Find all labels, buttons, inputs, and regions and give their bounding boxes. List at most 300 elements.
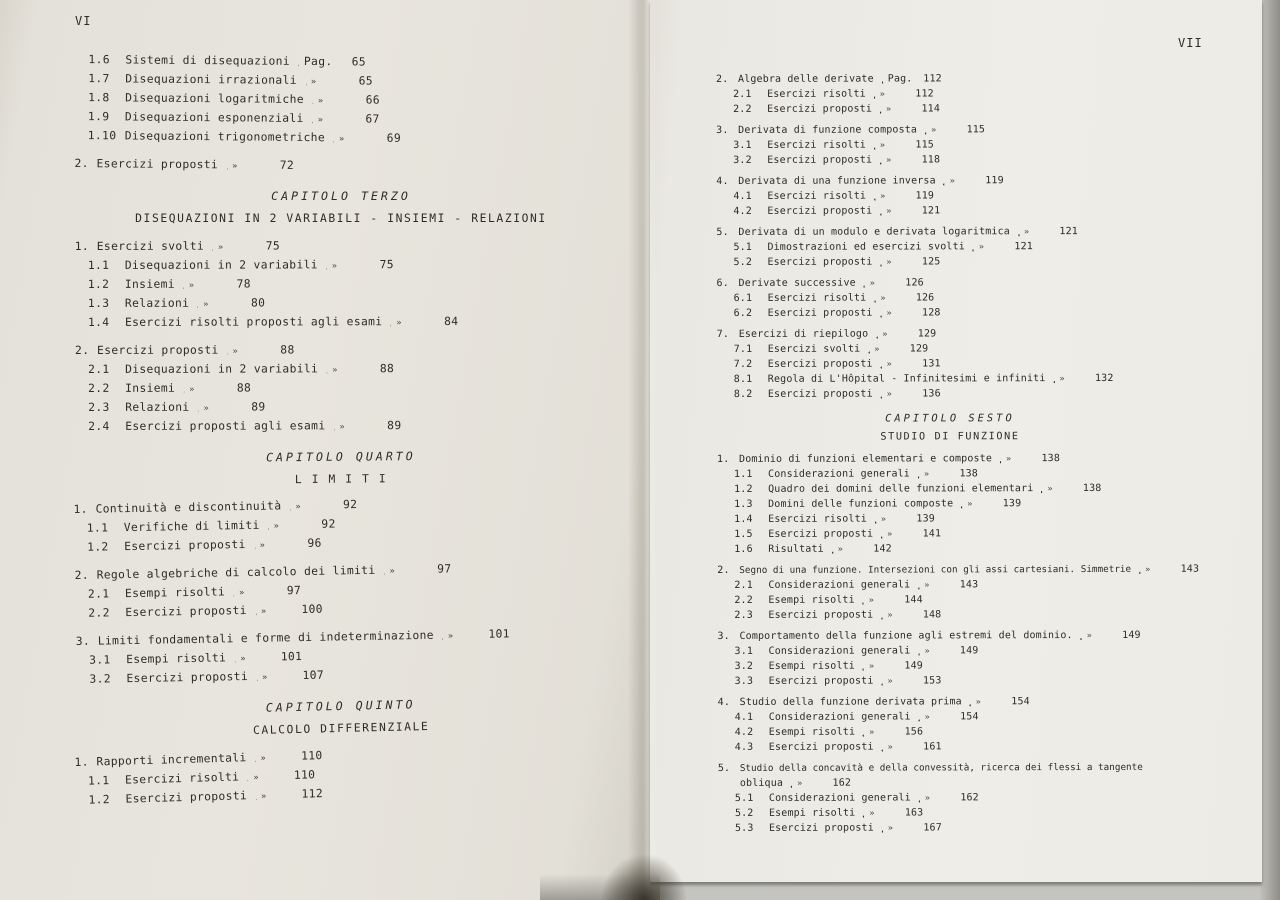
page-ref-mark: » bbox=[1006, 454, 1012, 465]
entry-number: 2. bbox=[75, 343, 90, 357]
toc-group bbox=[75, 340, 607, 436]
page-ref-mark: » bbox=[396, 318, 402, 329]
entry-number: 2. bbox=[74, 568, 90, 583]
entry-label: Esercizi proposti bbox=[767, 388, 873, 400]
toc-group bbox=[718, 694, 1184, 755]
toc-entry bbox=[75, 312, 607, 332]
page-ref-mark: » bbox=[886, 206, 892, 217]
dot-leader bbox=[877, 107, 881, 117]
chapter-heading bbox=[75, 447, 607, 488]
entry-number: 1.8 bbox=[88, 91, 110, 105]
entry-number: 3.2 bbox=[734, 660, 754, 672]
chapter-subtitle: STUDIO DI FUNZIONE bbox=[880, 431, 1020, 443]
page-number-value: 136 bbox=[922, 388, 941, 400]
dot-leader bbox=[252, 793, 256, 805]
entry-number: 1. bbox=[74, 755, 89, 770]
toc-entry bbox=[74, 154, 606, 178]
page-number-value: 88 bbox=[379, 362, 395, 376]
entry-label: Dominio di funzioni elementari e composte bbox=[739, 453, 993, 465]
entry-number: 1.6 bbox=[88, 53, 110, 67]
page-ref-mark: » bbox=[924, 580, 930, 591]
toc-group bbox=[717, 628, 1183, 689]
toc-group bbox=[717, 326, 1183, 402]
dot-leader bbox=[302, 78, 306, 90]
toc-entry bbox=[717, 341, 1183, 357]
dot-leader bbox=[871, 194, 875, 204]
page-number-value: 156 bbox=[904, 726, 924, 738]
page-number-value: 96 bbox=[307, 536, 322, 550]
toc-block bbox=[717, 451, 1200, 836]
entry-number: 1.4 bbox=[87, 315, 110, 329]
page-ref-mark: Pag. bbox=[303, 54, 333, 69]
page-ref-mark: » bbox=[885, 104, 892, 115]
entry-number: 1.3 bbox=[87, 296, 110, 310]
dot-leader bbox=[997, 456, 1001, 466]
dot-leader bbox=[878, 532, 882, 542]
entry-label: Continuità e discontinuità bbox=[95, 499, 282, 516]
page-number-value: 131 bbox=[922, 358, 941, 370]
dot-leader bbox=[439, 633, 443, 645]
page-ref-mark: » bbox=[317, 115, 324, 126]
page-number-value: 128 bbox=[922, 307, 941, 319]
entry-label: Considerazioni generali bbox=[768, 579, 911, 591]
toc-entry bbox=[718, 805, 1184, 821]
entry-number: 8.1 bbox=[733, 373, 753, 385]
page-number-value: 97 bbox=[437, 562, 452, 576]
chapter-title: CAPITOLO QUINTO bbox=[265, 697, 416, 715]
page-number-value: 80 bbox=[250, 296, 266, 310]
toc-entry bbox=[75, 255, 607, 275]
entry-label: Esercizi proposti bbox=[768, 609, 874, 621]
entry-number: 1.10 bbox=[87, 129, 117, 143]
entry-label: Esempi risolti bbox=[124, 585, 226, 601]
dot-leader bbox=[330, 135, 334, 147]
entry-number: 6. bbox=[716, 277, 729, 289]
entry-label: Risultati bbox=[768, 543, 824, 555]
toc-group bbox=[716, 173, 1182, 219]
dot-leader bbox=[872, 517, 876, 527]
entry-number: 4.1 bbox=[734, 711, 754, 723]
entry-number: 5. bbox=[717, 762, 731, 774]
entry-label: Esercizi risolti bbox=[767, 88, 866, 100]
entry-number: 5.1 bbox=[734, 792, 754, 804]
entry-number: 5.2 bbox=[734, 807, 754, 819]
page-stack-edge bbox=[1260, 0, 1280, 900]
page-ref-mark: » bbox=[338, 134, 345, 145]
toc-entry bbox=[716, 86, 1182, 102]
entry-label: Esercizi proposti bbox=[768, 528, 874, 540]
page-ref-mark: » bbox=[447, 631, 454, 642]
dot-leader bbox=[253, 674, 257, 686]
entry-label: Rapporti incrementali bbox=[96, 751, 247, 769]
entry-number: 2.2 bbox=[88, 381, 110, 395]
entry-label: Esercizi risolti bbox=[767, 139, 866, 151]
page-number-value: 65 bbox=[358, 74, 373, 88]
page-ref-mark: » bbox=[1086, 631, 1092, 642]
toc-group bbox=[716, 122, 1182, 168]
toc-entry bbox=[716, 203, 1182, 219]
page-number-left: VI bbox=[75, 14, 92, 28]
dot-leader bbox=[788, 781, 792, 791]
entry-label: Esercizi proposti bbox=[125, 789, 248, 806]
entry-label: Insiemi bbox=[124, 277, 175, 291]
toc-entry-continuation bbox=[718, 775, 1184, 791]
toc-entry bbox=[75, 416, 607, 436]
toc-block bbox=[74, 50, 607, 178]
toc-group bbox=[717, 451, 1183, 557]
page-ref-mark: » bbox=[203, 299, 209, 310]
dot-leader bbox=[967, 699, 971, 709]
page-ref-mark: » bbox=[886, 308, 892, 319]
toc-entry bbox=[717, 541, 1183, 557]
page-number-value: 88 bbox=[236, 381, 252, 395]
page-ref-mark: » bbox=[882, 329, 888, 340]
page-ref-mark: » bbox=[188, 280, 195, 291]
page-ref-mark: » bbox=[868, 595, 875, 606]
entry-label: Considerazioni generali bbox=[768, 645, 911, 657]
dot-leader bbox=[1038, 486, 1042, 496]
page-ref-mark: » bbox=[975, 697, 982, 708]
page-ref-mark: » bbox=[189, 384, 195, 395]
entry-number: 4.1 bbox=[733, 190, 752, 202]
dot-leader bbox=[860, 811, 864, 821]
page-ref-mark: » bbox=[924, 793, 931, 804]
dot-leader bbox=[231, 655, 235, 667]
page-number-value: 126 bbox=[905, 277, 924, 289]
entry-number: 4. bbox=[716, 175, 729, 187]
dot-leader bbox=[873, 332, 877, 342]
page-number-value: 110 bbox=[293, 768, 316, 782]
entry-label: Disequazioni in 2 variabili bbox=[125, 362, 319, 376]
dot-leader bbox=[829, 547, 833, 557]
toc-entry bbox=[717, 526, 1183, 542]
page-number-value: 107 bbox=[302, 668, 325, 683]
page-number-value: 153 bbox=[922, 675, 942, 687]
toc-entry bbox=[718, 658, 1184, 674]
toc-entry bbox=[717, 511, 1183, 527]
page-ref-mark: » bbox=[260, 606, 267, 617]
entry-number: 1.2 bbox=[88, 793, 111, 807]
entry-label: Esempi risolti bbox=[768, 726, 856, 738]
dot-leader bbox=[879, 745, 883, 755]
dot-leader bbox=[916, 795, 920, 805]
entry-label: Esempi risolti bbox=[768, 807, 856, 819]
page-ref-mark: » bbox=[797, 778, 803, 789]
page-number-value: 149 bbox=[959, 645, 979, 657]
entry-label: Disequazioni in 2 variabili bbox=[124, 258, 318, 272]
page-number-value: 115 bbox=[915, 139, 934, 151]
dot-leader bbox=[194, 301, 198, 313]
dot-leader bbox=[295, 59, 299, 71]
page-ref-mark: » bbox=[886, 389, 893, 400]
chapter-heading bbox=[75, 693, 608, 741]
chapter-title: CAPITOLO QUARTO bbox=[265, 449, 416, 465]
page-ref-mark: » bbox=[887, 676, 893, 687]
toc-group bbox=[76, 623, 609, 689]
toc-entry bbox=[717, 290, 1183, 306]
entry-number: 7. bbox=[716, 328, 730, 340]
entry-label: Disequazioni irrazionali bbox=[125, 72, 297, 87]
entry-number: 1.2 bbox=[87, 540, 109, 554]
toc-entry bbox=[717, 356, 1183, 372]
page-ref-mark: » bbox=[887, 823, 894, 834]
page-ref-mark: » bbox=[1059, 374, 1065, 385]
entry-number: 7.1 bbox=[733, 343, 753, 355]
dot-leader bbox=[209, 244, 213, 256]
dot-leader bbox=[877, 260, 881, 270]
entry-number: 2. bbox=[717, 564, 730, 576]
page-number-value: 132 bbox=[1094, 372, 1114, 385]
dot-leader bbox=[879, 826, 883, 836]
dot-leader bbox=[878, 362, 882, 372]
page-number-value: 163 bbox=[904, 807, 924, 819]
entry-label: Disequazioni esponenziali bbox=[124, 110, 304, 125]
dot-leader bbox=[224, 348, 228, 360]
entry-number: 2. bbox=[716, 73, 729, 85]
toc-entry bbox=[717, 371, 1183, 387]
page-ref-mark: » bbox=[339, 422, 345, 433]
dot-leader bbox=[878, 392, 882, 402]
dot-leader bbox=[252, 608, 256, 620]
toc-entry bbox=[717, 305, 1183, 321]
dot-leader bbox=[180, 282, 184, 294]
entry-number: 3.1 bbox=[89, 653, 111, 667]
dot-leader bbox=[1050, 376, 1054, 386]
entry-number: 4.2 bbox=[734, 726, 754, 738]
page-number-value: 138 bbox=[1082, 482, 1102, 495]
entry-label: Esercizi proposti bbox=[767, 103, 873, 115]
page-number-value: 119 bbox=[915, 190, 935, 202]
entry-label: Studio della funzione derivata prima bbox=[739, 696, 962, 708]
dot-leader bbox=[879, 77, 883, 87]
entry-label: Esercizi proposti bbox=[767, 154, 873, 166]
dot-leader bbox=[915, 648, 919, 658]
entry-number: 1.3 bbox=[734, 498, 753, 510]
toc-group bbox=[75, 236, 607, 332]
entry-label: Esempi risolti bbox=[126, 651, 227, 667]
entry-label: Esercizi proposti bbox=[767, 358, 873, 370]
entry-label: Esercizi svolti bbox=[767, 343, 861, 355]
toc-group bbox=[716, 71, 1182, 117]
page-ref-mark: » bbox=[869, 727, 875, 738]
entry-number: 1.9 bbox=[87, 110, 110, 124]
entry-label: Regola di L'Hôpital - Infinitesimi e infiniti bbox=[767, 373, 1046, 385]
dot-leader bbox=[1015, 229, 1019, 239]
entry-label: Esercizi risolti bbox=[767, 292, 867, 304]
chapter-heading bbox=[75, 189, 607, 225]
chapter-subtitle: DISEQUAZIONI IN 2 VARIABILI - INSIEMI - RELAZIONI bbox=[135, 212, 547, 225]
entry-label: Domini delle funzioni composte bbox=[768, 498, 954, 510]
page-number-value: 112 bbox=[915, 88, 934, 100]
page-number-value: 66 bbox=[365, 93, 380, 107]
page-number-value: 92 bbox=[342, 498, 358, 512]
page-number-value: 143 bbox=[959, 579, 979, 591]
page-number-value: 149 bbox=[1122, 629, 1141, 641]
entry-label: Esercizi proposti agli esami bbox=[125, 419, 326, 433]
entry-label: Insiemi bbox=[125, 381, 176, 395]
entry-label: Verifiche di limiti bbox=[123, 518, 260, 535]
dot-leader bbox=[309, 97, 313, 109]
entry-number: 2.1 bbox=[87, 587, 110, 601]
page-number-value: 118 bbox=[921, 154, 941, 166]
toc-entry bbox=[75, 293, 607, 313]
dot-leader bbox=[878, 679, 882, 689]
page-ref-mark: » bbox=[880, 191, 886, 202]
page-ref-mark: » bbox=[261, 672, 268, 683]
entry-number: 1.1 bbox=[734, 468, 753, 480]
page-number-value: 65 bbox=[351, 55, 366, 69]
entry-label: Esercizi proposti bbox=[125, 604, 247, 620]
page-number-value: 101 bbox=[280, 650, 303, 664]
page-ref-mark: » bbox=[924, 712, 930, 723]
page-number-value: 141 bbox=[922, 528, 942, 540]
entry-number: 1. bbox=[74, 239, 90, 254]
page-number-value: 75 bbox=[379, 258, 394, 272]
entry-number: 2.3 bbox=[88, 400, 110, 414]
page-number-value: 121 bbox=[1059, 226, 1078, 238]
dot-leader bbox=[877, 209, 881, 219]
right-page bbox=[650, 0, 1262, 882]
entry-number: 1. bbox=[717, 453, 730, 465]
page-number-value: 92 bbox=[321, 517, 336, 531]
toc-group bbox=[718, 760, 1184, 836]
page-ref-mark: » bbox=[886, 359, 892, 370]
entry-label: Relazioni bbox=[124, 296, 190, 310]
dot-leader bbox=[387, 319, 391, 331]
dot-leader bbox=[878, 311, 882, 321]
page-ref-mark: » bbox=[931, 125, 937, 136]
entry-number: 3.2 bbox=[89, 672, 112, 686]
page-number-value: 97 bbox=[286, 584, 302, 598]
entry-label: Esercizi svolti bbox=[96, 239, 205, 253]
page-ref-mark: Pag. bbox=[887, 73, 913, 85]
dot-leader bbox=[865, 347, 869, 357]
entry-number: 2.2 bbox=[734, 594, 753, 606]
entry-label: Derivata di una funzione inversa bbox=[738, 175, 936, 187]
toc-entry bbox=[716, 101, 1182, 117]
page-number-value: 148 bbox=[922, 609, 942, 621]
entry-label: Esercizi proposti bbox=[97, 343, 219, 357]
page-ref-mark: » bbox=[837, 544, 844, 555]
entry-number: 1.1 bbox=[87, 258, 110, 272]
entry-number: 4.3 bbox=[734, 741, 754, 753]
entry-label: Relazioni bbox=[125, 400, 190, 414]
dot-leader bbox=[230, 589, 234, 601]
page-ref-mark: » bbox=[232, 161, 238, 172]
page-ref-mark: » bbox=[331, 261, 338, 272]
page-number-right: VII bbox=[1178, 36, 1203, 50]
entry-label: Esercizi proposti bbox=[96, 157, 219, 172]
dot-leader bbox=[878, 613, 882, 623]
page-number-value: 78 bbox=[236, 277, 251, 291]
entry-number: 1.2 bbox=[734, 483, 753, 495]
page-number-value: 139 bbox=[1002, 498, 1022, 510]
page-ref-mark: » bbox=[260, 753, 267, 764]
entry-number: 3.3 bbox=[734, 675, 754, 687]
entry-number: 1. bbox=[73, 502, 88, 517]
dot-leader bbox=[871, 296, 875, 306]
entry-number: 2.2 bbox=[733, 103, 752, 115]
toc-group bbox=[75, 557, 608, 623]
toc-group bbox=[717, 562, 1200, 623]
entry-label: Esercizi proposti bbox=[767, 307, 873, 319]
entry-number: 5.3 bbox=[734, 822, 754, 834]
toc-entry bbox=[717, 592, 1183, 608]
page-number-value: 69 bbox=[386, 131, 402, 145]
page-number-value: 114 bbox=[921, 103, 941, 115]
entry-label: Esercizi proposti bbox=[768, 675, 874, 687]
entry-label: Quadro dei domini delle funzioni elementari bbox=[768, 483, 1034, 495]
entry-number: 1.5 bbox=[734, 528, 753, 540]
dot-leader bbox=[958, 501, 962, 511]
page-ref-mark: » bbox=[295, 502, 302, 513]
entry-number: 3. bbox=[75, 634, 91, 648]
page-number-value: 144 bbox=[904, 594, 923, 606]
page-number-value: 167 bbox=[923, 822, 942, 834]
toc-entry bbox=[718, 673, 1184, 689]
toc-entry bbox=[717, 275, 1183, 291]
toc-entry bbox=[717, 466, 1183, 482]
entry-label: Limiti fondamentali e forme di indeterminazione bbox=[97, 628, 435, 648]
toc-entry bbox=[718, 739, 1184, 755]
page-ref-mark: » bbox=[1145, 564, 1151, 575]
page-ref-mark: » bbox=[886, 155, 892, 166]
page-ref-mark: » bbox=[879, 89, 886, 100]
page-ref-mark: » bbox=[967, 499, 973, 510]
page-number-value: 143 bbox=[1180, 563, 1200, 575]
page-ref-mark: » bbox=[874, 344, 880, 355]
page-ref-mark: » bbox=[389, 566, 396, 577]
dot-leader bbox=[860, 598, 864, 608]
page-ref-mark: » bbox=[203, 403, 210, 414]
toc-entry bbox=[716, 122, 1182, 138]
entry-label: Esercizi proposti bbox=[767, 256, 873, 268]
entry-number: 2. bbox=[74, 156, 89, 171]
toc-block bbox=[73, 491, 608, 689]
page-ref-mark: » bbox=[886, 257, 892, 268]
entry-label: Esempi risolti bbox=[768, 594, 855, 606]
entry-label: Esercizi proposti bbox=[768, 822, 874, 834]
page-ref-mark: » bbox=[880, 293, 886, 304]
entry-number: 1.7 bbox=[88, 72, 110, 86]
toc-entry bbox=[718, 760, 1184, 776]
page-ref-mark: » bbox=[868, 661, 875, 672]
toc-entry bbox=[718, 709, 1184, 725]
dot-leader bbox=[915, 471, 919, 481]
toc-entry bbox=[718, 790, 1184, 806]
page-ref-mark: » bbox=[949, 176, 956, 187]
toc-entry bbox=[75, 126, 607, 150]
entry-label: Esercizi risolti bbox=[124, 770, 240, 787]
dot-leader bbox=[180, 386, 184, 398]
toc-entry bbox=[718, 724, 1184, 740]
dot-leader bbox=[860, 664, 864, 674]
page-number-value: 121 bbox=[921, 205, 941, 217]
page-ref-mark: » bbox=[879, 140, 886, 151]
entry-label: Comportamento della funzione agli estremi del dominio. bbox=[739, 630, 1073, 642]
page-number-value: 129 bbox=[909, 343, 929, 355]
toc-entry bbox=[716, 188, 1182, 204]
page-ref-mark: » bbox=[232, 346, 239, 357]
toc-entry bbox=[75, 340, 607, 360]
dot-leader bbox=[251, 542, 255, 554]
page-ref-mark: » bbox=[273, 521, 280, 532]
dot-leader bbox=[309, 116, 313, 128]
dot-leader bbox=[252, 755, 256, 767]
page-number-value: 67 bbox=[365, 112, 380, 126]
page-ref-mark: » bbox=[1047, 484, 1053, 495]
entry-number: 7.2 bbox=[733, 358, 753, 370]
